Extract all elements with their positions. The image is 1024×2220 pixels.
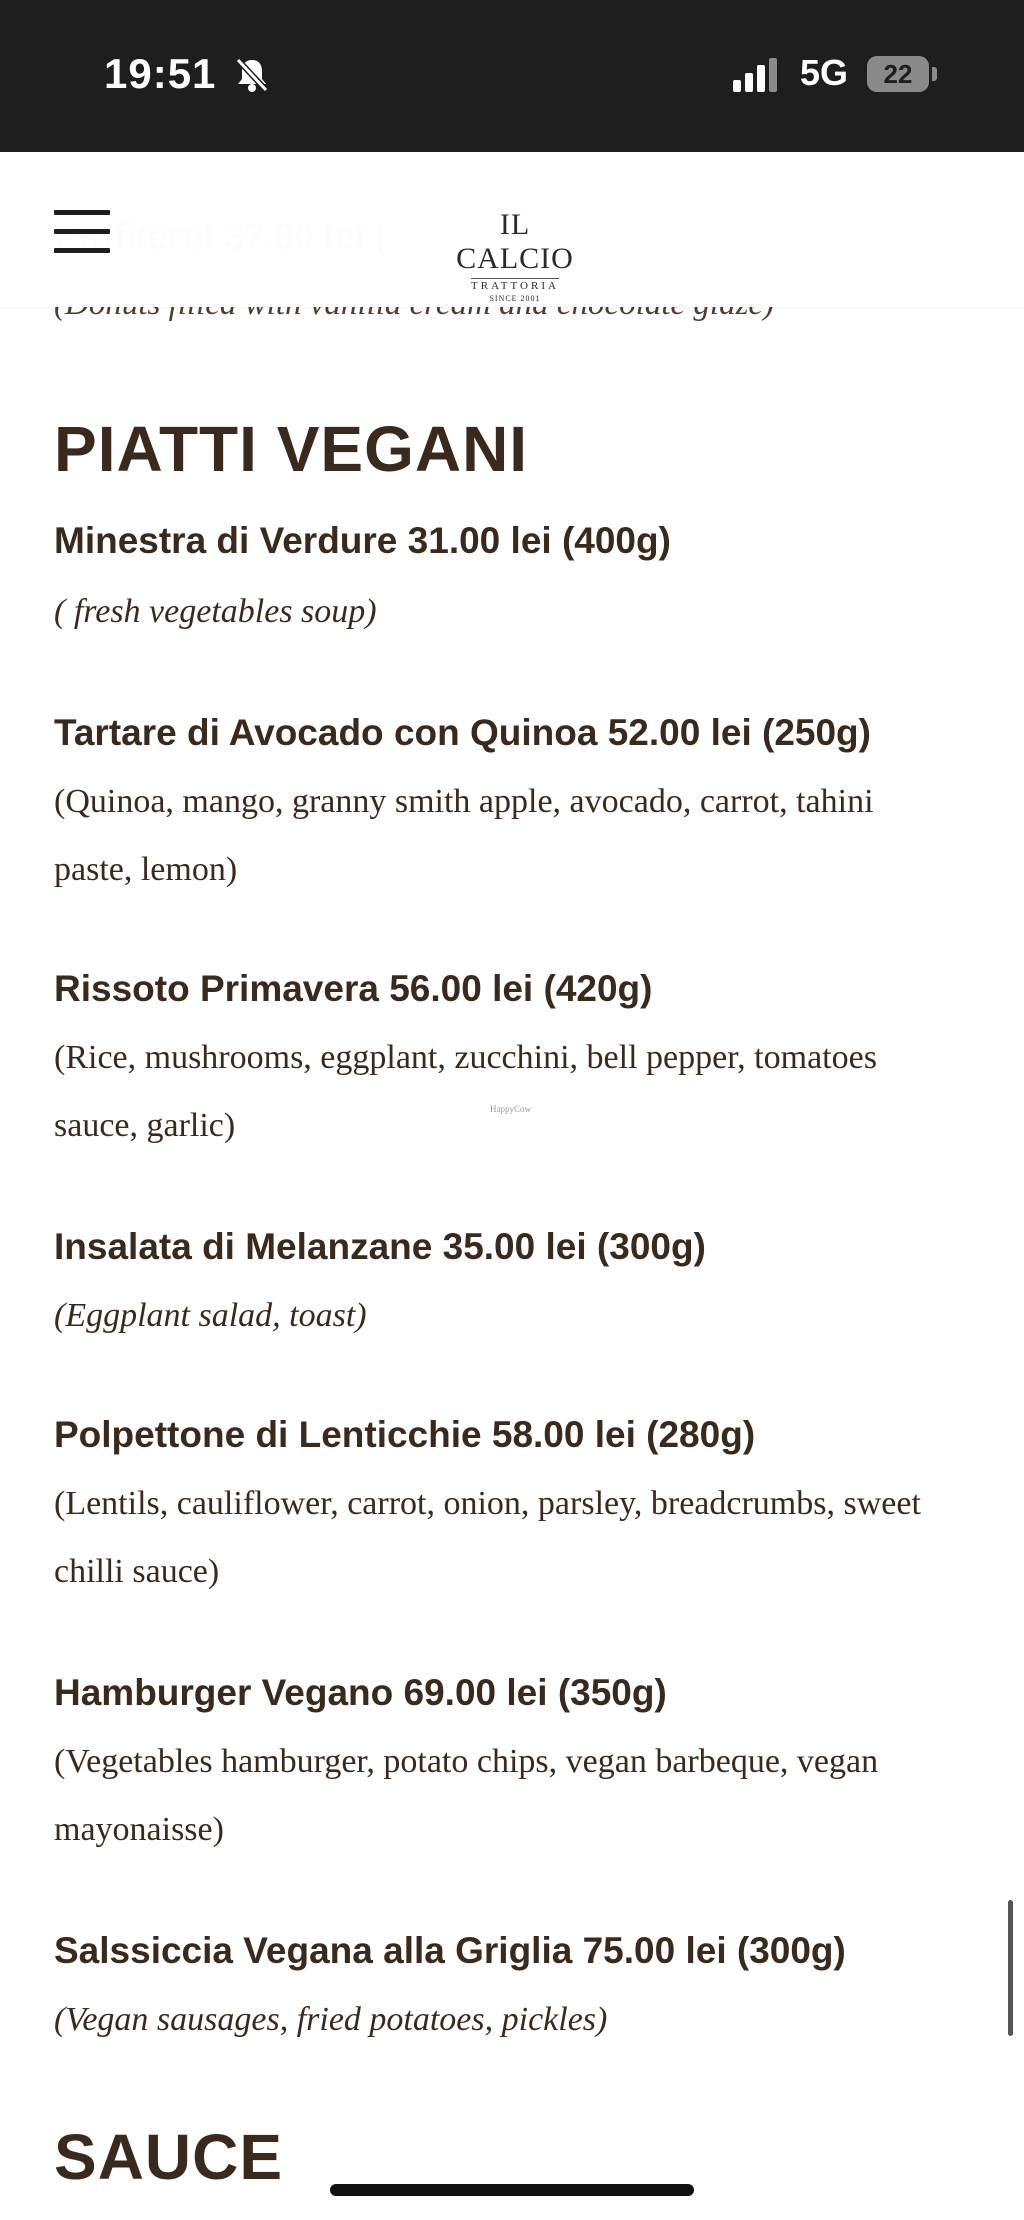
network-label: 5G: [800, 52, 849, 93]
status-bar: [0, 0, 1024, 152]
menu-item-desc: (Rice, mushrooms, eggplant, zucchini, bell pepper, tomatoes sauce, garlic): [54, 1039, 877, 1144]
signal-icon: [733, 58, 777, 92]
logo-since: SINCE 2001: [489, 294, 541, 303]
menu-item-desc: (Vegetables hamburger, potato chips, vegan barbeque, vegan mayonaisse): [54, 1743, 879, 1848]
hamburger-menu-icon[interactable]: [54, 210, 110, 256]
menu-item-title: Rissoto Primavera 56.00 lei (420g): [54, 968, 653, 1009]
menu-item-desc: ( fresh vegetables soup): [54, 593, 377, 630]
menu-item-desc: (Vegan sausages, fried potatoes, pickles): [54, 2001, 608, 2038]
logo-main: IL CALCIO: [456, 208, 574, 275]
scrollbar[interactable]: [1008, 1900, 1013, 2036]
menu-item-desc: (Eggplant salad, toast): [54, 1297, 367, 1334]
status-time: 19:51: [104, 50, 217, 97]
battery-icon: 22: [867, 56, 929, 92]
logo-sub: TRATTORIA: [471, 280, 559, 292]
section-title-sauce: SAUCE: [54, 2121, 284, 2193]
menu-item-title: Salssiccia Vegana alla Griglia 75.00 lei (300g): [54, 1930, 846, 1971]
site-logo[interactable]: [440, 208, 590, 303]
menu-item-title: Tartare di Avocado con Quinoa 52.00 lei (250g): [54, 712, 871, 753]
home-indicator[interactable]: [330, 2184, 694, 2196]
menu-item-title: Minestra di Verdure 31.00 lei (400g): [54, 520, 671, 561]
section-title-piatti-vegani: PIATTI VEGANI: [54, 413, 529, 485]
menu-item-title: Hamburger Vegano 69.00 lei (350g): [54, 1672, 667, 1713]
menu-item-title: Polpettone di Lenticchie 58.00 lei (280g): [54, 1414, 756, 1455]
menu-item-title: Insalata di Melanzane 35.00 lei (300g): [54, 1226, 706, 1267]
bell-slash-icon: [232, 54, 272, 94]
menu-item-desc: (Lentils, cauliflower, carrot, onion, parsley, breadcrumbs, sweet chilli sauce): [54, 1485, 921, 1590]
site-header: [0, 152, 1024, 307]
battery-cap: [932, 67, 937, 81]
menu-item-desc: (Quinoa, mango, granny smith apple, avocado, carrot, tahini paste, lemon): [54, 783, 874, 888]
happycow-watermark: HappyCow: [490, 1104, 531, 1114]
